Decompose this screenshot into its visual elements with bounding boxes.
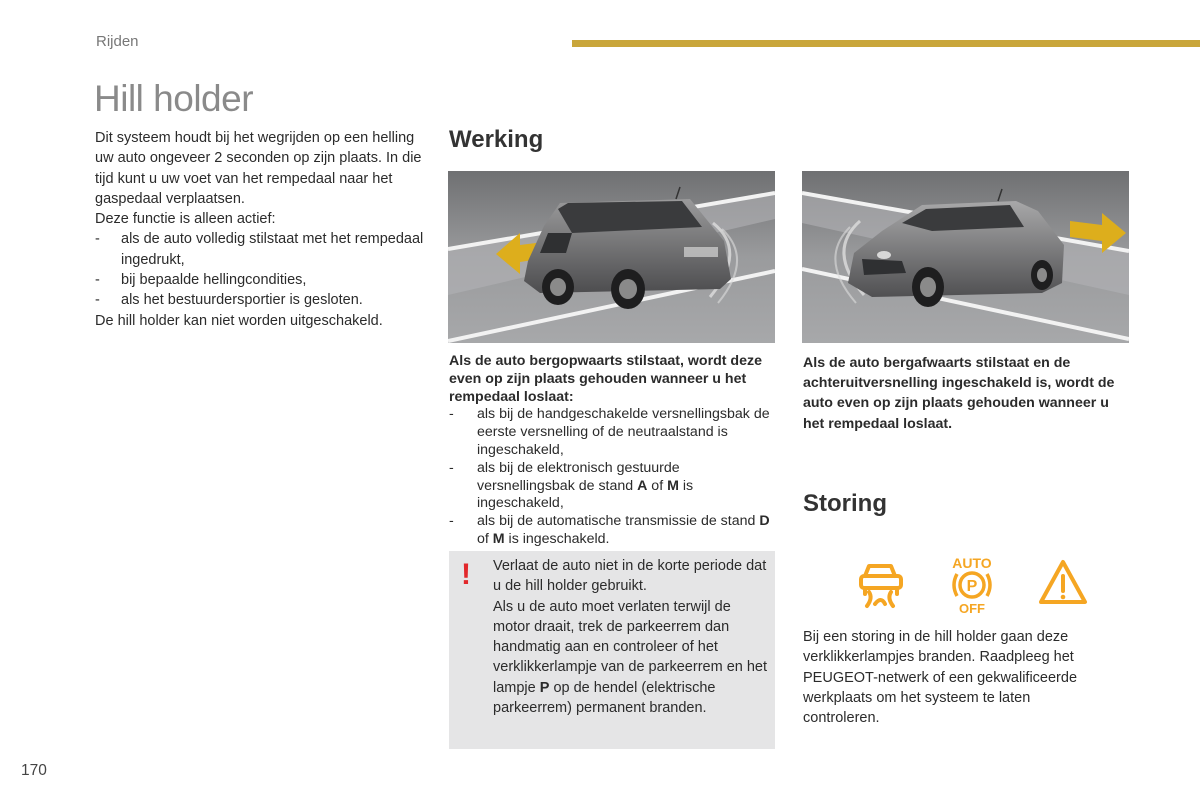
uphill-caption-text: Als de auto bergopwaarts stilstaat, wordt deze even op zijn plaats gehouden wanneer u het rempedaal loslaat:: [449, 353, 762, 405]
storing-text: Bij een storing in de hill holder gaan deze verklikkerlampjes branden. Raadpleeg het PEUGEOT-netwerk of een gekwalificeerde werkplaats om het systeem te laten controleren.: [803, 629, 1078, 727]
auto-parking-brake-off-icon: [952, 555, 992, 616]
list-item: - als het bestuurdersportier is gesloten.: [95, 290, 435, 310]
downhill-illustration: [802, 171, 1129, 343]
intro-list: [95, 229, 435, 310]
intro-lead: Deze functie is alleen actief:: [95, 211, 276, 228]
warning-lamps: [855, 552, 1095, 618]
warning-line-1: Verlaat de auto niet in de korte periode dat u de hill holder gebruikt.: [493, 558, 767, 595]
downhill-caption: Als de auto bergafwaarts stilstaat en de achteruitversnelling ingeschakeld is, wordt de auto even op zijn plaats gehouden wanneer u het rempedaal loslaat.: [803, 355, 1115, 432]
svg-text:AUTO: AUTO: [952, 555, 992, 571]
list-item: - als bij de elektronisch gestuurde versnellingsbak de stand A of M is ingeschakeld,: [449, 460, 779, 513]
intro-text: [95, 128, 435, 331]
svg-text:OFF: OFF: [959, 601, 985, 616]
warning-text: [493, 556, 768, 718]
section-label: Rijden: [96, 33, 139, 50]
list-item: - als bij de handgeschakelde versnellingsbak de eerste versnelling of de neutraalstand is ingeschakeld,: [449, 406, 779, 459]
uphill-conditions-list: [449, 406, 779, 548]
list-item: - als bij de automatische transmissie de stand D of M is ingeschakeld.: [449, 513, 779, 549]
uphill-caption: [449, 353, 779, 549]
skid-warning-icon: [861, 566, 901, 606]
warning-line-2: Als u de auto moet verlaten terwijl de motor draait, trek de parkeerrem dan handmatig aan en controleer of het verklikkerlampje van de parkeerrem en het lampje P op de hendel (elektrische parkeerrem) permanent branden.: [493, 598, 768, 717]
svg-text:P: P: [966, 578, 978, 595]
uphill-illustration: [448, 171, 775, 343]
warning-triangle-icon: [1041, 562, 1085, 602]
page-title: Hill holder: [94, 78, 254, 119]
page-number: 170: [21, 762, 47, 779]
storing-heading: Storing: [803, 490, 887, 517]
warning-exclamation-icon: !: [461, 558, 471, 591]
list-item: - bij bepaalde hellingcondities,: [95, 270, 435, 290]
intro-paragraph: Dit systeem houdt bij het wegrijden op een helling uw auto ongeveer 2 seconden op zijn plaats. In die tijd kunt u uw voet van het rempedaal naar het gaspedaal verplaatsen.: [95, 130, 422, 207]
werking-heading: Werking: [449, 126, 544, 153]
header-accent-bar: [572, 40, 1200, 47]
intro-closing: De hill holder kan niet worden uitgeschakeld.: [95, 312, 383, 329]
list-item: - als de auto volledig stilstaat met het rempedaal ingedrukt,: [95, 229, 435, 270]
